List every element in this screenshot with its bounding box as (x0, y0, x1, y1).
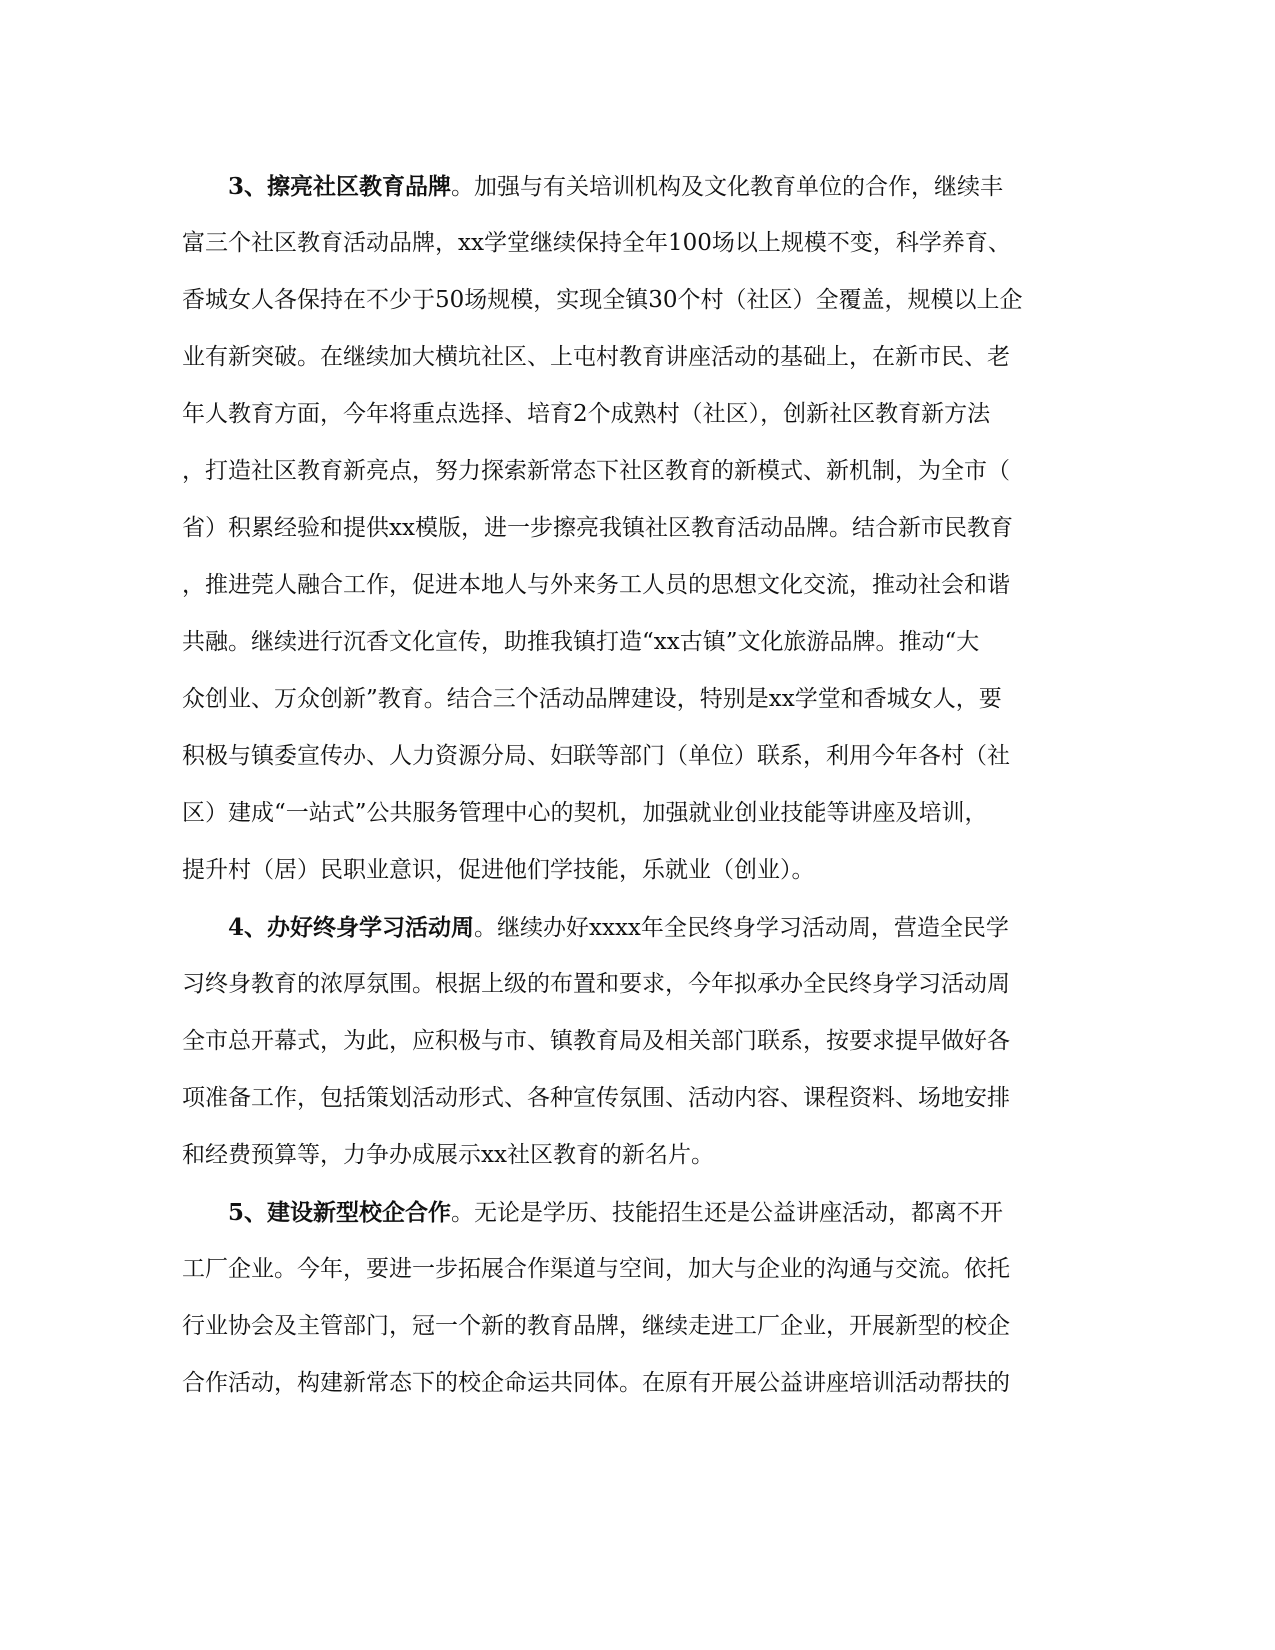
paragraph-first-line (182, 158, 1040, 215)
text-line: 工厂企业。今年，要进一步拓展合作渠道与空间，加大与企业的沟通与交流。依托 (182, 1256, 1010, 1282)
text-line: 项准备工作，包括策划活动形式、各种宣传氛围、活动内容、课程资料、场地安排 (182, 1085, 1010, 1111)
text-line: 合作活动，构建新常态下的校企命运共同体。在原有开展公益讲座培训活动帮扶的 (182, 1370, 1010, 1396)
document-page (182, 158, 1040, 1412)
text-line: 众创业、万众创新”教育。结合三个活动品牌建设，特别是xx学堂和香城女人，要 (182, 686, 1002, 712)
paragraph-first-line (182, 899, 1040, 956)
text-line: 提升村（居）民职业意识，促进他们学技能，乐就业（创业）。 (182, 857, 815, 883)
text-line: 。加强与有关培训机构及文化教育单位的合作，继续丰 (451, 174, 1004, 200)
section-heading: 4、办好终身学习活动周 (228, 914, 475, 941)
paragraph-first-line (182, 1184, 1040, 1241)
text-line: 共融。继续进行沉香文化宣传，助推我镇打造“xx古镇”文化旅游品牌。推动“大 (182, 629, 980, 655)
text-line: 。继续办好xxxx年全民终身学习活动周，营造全民学 (474, 915, 1009, 941)
text-line: 区）建成“一站式”公共服务管理中心的契机，加强就业创业技能等讲座及培训， (182, 800, 988, 826)
text-line: 全市总开幕式，为此，应积极与市、镇教育局及相关部门联系，按要求提早做好各 (182, 1028, 1010, 1054)
paragraph-community-education-brand (182, 158, 1040, 899)
text-line: 行业协会及主管部门，冠一个新的教育品牌，继续走进工厂企业，开展新型的校企 (182, 1313, 1010, 1339)
text-line: ，打造社区教育新亮点，努力探索新常态下社区教育的新模式、新机制，为全市（ (182, 458, 1010, 484)
text-line: 业有新突破。在继续加大横坑社区、上屯村教育讲座活动的基础上，在新市民、老 (182, 344, 1010, 370)
paragraph-lifelong-learning-week (182, 899, 1040, 1184)
paragraph-school-enterprise-cooperation (182, 1184, 1040, 1412)
text-line: 香城女人各保持在不少于50场规模，实现全镇30个村（社区）全覆盖，规模以上企 (182, 287, 1023, 313)
text-line: 积极与镇委宣传办、人力资源分局、妇联等部门（单位）联系，利用今年各村（社 (182, 743, 1010, 769)
text-line: 习终身教育的浓厚氛围。根据上级的布置和要求，今年拟承办全民终身学习活动周 (182, 971, 1010, 997)
section-heading: 5、建设新型校企合作 (228, 1199, 452, 1226)
text-line: ，推进莞人融合工作，促进本地人与外来务工人员的思想文化交流，推动社会和谐 (182, 572, 1010, 598)
text-line: 省）积累经验和提供xx模版，进一步擦亮我镇社区教育活动品牌。结合新市民教育 (182, 515, 1013, 541)
text-line: 富三个社区教育活动品牌，xx学堂继续保持全年100场以上规模不变，科学养育、 (182, 230, 1011, 256)
text-line: 和经费预算等，力争办成展示xx社区教育的新名片。 (182, 1142, 714, 1168)
section-heading: 3、擦亮社区教育品牌 (228, 173, 452, 200)
text-line: 年人教育方面，今年将重点选择、培育2个成熟村（社区），创新社区教育新方法 (182, 401, 991, 427)
text-line: 。无论是学历、技能招生还是公益讲座活动，都离不开 (451, 1200, 1004, 1226)
